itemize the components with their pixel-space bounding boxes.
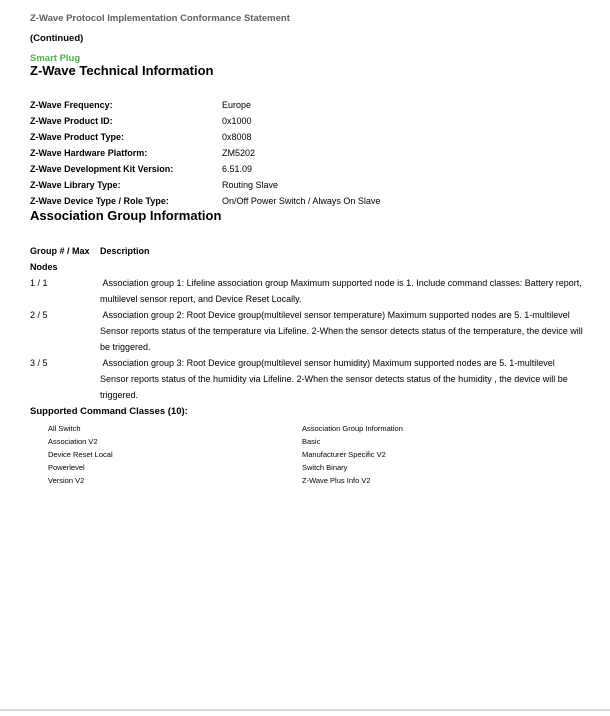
product-name: Smart Plug bbox=[30, 52, 81, 64]
row-value: Routing Slave bbox=[222, 179, 279, 190]
column-header-group: Group # / Max Nodes bbox=[30, 246, 90, 273]
technical-information-heading: Z-Wave Technical Information bbox=[30, 62, 214, 78]
row-label: Z-Wave Product Type: bbox=[30, 131, 125, 142]
command-classes-right-column bbox=[302, 422, 585, 488]
row-label: Z-Wave Library Type: bbox=[30, 179, 121, 190]
list-item: Z-Wave Plus Info V2 bbox=[302, 476, 371, 486]
list-item: Association V2 bbox=[48, 436, 98, 446]
table-row bbox=[30, 129, 585, 145]
table-row bbox=[30, 113, 585, 129]
list-item: Version V2 bbox=[48, 476, 85, 486]
command-classes-title: Supported Command Classes (10): bbox=[30, 406, 188, 418]
association-group-heading: Association Group Information bbox=[30, 207, 222, 223]
row-value: 0x8008 bbox=[222, 131, 252, 142]
association-group-section bbox=[30, 209, 585, 404]
continued-label: (Continued) bbox=[30, 32, 84, 44]
row-value: 0x1000 bbox=[222, 115, 252, 126]
group-cell: 3 / 5 bbox=[30, 358, 48, 369]
row-value: 6.51.09 bbox=[222, 163, 253, 174]
association-group-table bbox=[30, 243, 585, 403]
table-row bbox=[30, 193, 585, 209]
row-value: ZM5202 bbox=[222, 147, 256, 158]
row-value: On/Off Power Switch / Always On Slave bbox=[222, 195, 381, 206]
description-cell: Association group 2: Root Device group(multilevel sensor temperature) Maximum supported nodes are 5. 1-multilevel Sensor reports status of the temperature via Lifeline. 2-When the sensor detects status of the temperature, the device will be triggered. bbox=[100, 310, 586, 353]
row-label: Z-Wave Frequency: bbox=[30, 99, 113, 110]
row-value: Europe bbox=[222, 99, 252, 110]
command-classes-list bbox=[30, 422, 585, 488]
page-bottom-divider bbox=[0, 709, 610, 711]
list-item: Powerlevel bbox=[48, 463, 85, 473]
description-cell: Association group 3: Root Device group(multilevel sensor humidity) Maximum supported nodes are 5. 1-multilevel Sensor reports status of the humidity via Lifeline. 2-When the sensor detects status of the humidity , the device will be triggered. bbox=[100, 358, 571, 401]
list-item: Manufacturer Specific V2 bbox=[302, 450, 386, 460]
command-classes-left-column bbox=[48, 422, 302, 488]
row-label: Z-Wave Device Type / Role Type: bbox=[30, 195, 169, 206]
list-item: Switch Binary bbox=[302, 463, 348, 473]
table-row bbox=[30, 177, 585, 193]
group-cell: 2 / 5 bbox=[30, 310, 48, 321]
table-row bbox=[30, 307, 585, 355]
row-label: Z-Wave Development Kit Version: bbox=[30, 163, 174, 174]
row-label: Z-Wave Hardware Platform: bbox=[30, 147, 148, 158]
list-item: Basic bbox=[302, 436, 321, 446]
row-label: Z-Wave Product ID: bbox=[30, 115, 113, 126]
column-header-description: Description bbox=[100, 246, 150, 257]
document-header bbox=[30, 14, 585, 64]
list-item: Association Group Information bbox=[302, 423, 403, 433]
command-classes-section bbox=[30, 407, 585, 487]
table-row bbox=[30, 161, 585, 177]
table-row bbox=[30, 355, 585, 403]
table-row bbox=[30, 275, 585, 307]
table-header-row bbox=[30, 243, 585, 275]
group-cell: 1 / 1 bbox=[30, 278, 48, 289]
table-row bbox=[30, 97, 585, 113]
list-item: All Switch bbox=[48, 423, 81, 433]
technical-information-section bbox=[30, 64, 585, 209]
description-cell: Association group 1: Lifeline association group Maximum supported node is 1. Include command classes: Battery report, multilevel sensor report, and Device Reset Locally. bbox=[100, 278, 585, 305]
document-title: Z-Wave Protocol Implementation Conformance Statement bbox=[30, 13, 290, 24]
technical-information-table bbox=[30, 97, 585, 209]
table-row bbox=[30, 145, 585, 161]
list-item: Device Reset Local bbox=[48, 450, 113, 460]
